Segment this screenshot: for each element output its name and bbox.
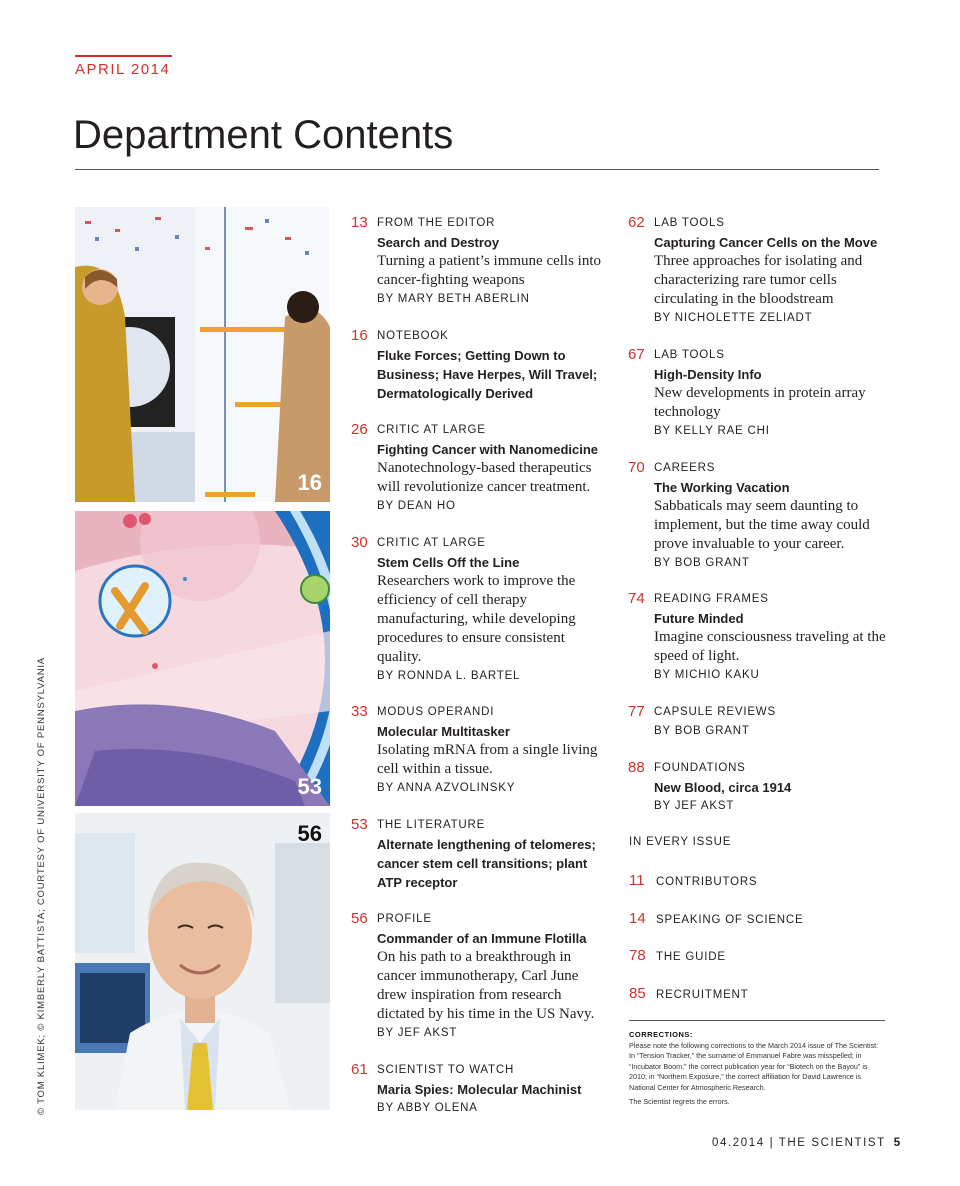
section-label: CRITIC AT LARGE xyxy=(377,424,486,436)
byline: BY KELLY RAE CHI xyxy=(654,425,770,437)
photo-page-number: 56 xyxy=(297,821,322,846)
toc-entry[interactable] xyxy=(351,421,612,516)
page-number: 16 xyxy=(351,327,368,344)
description: On his path to a breakthrough in cancer immunotherapy, Carl June drew inspiration from research dictated by his time in the US Navy. xyxy=(377,949,595,1022)
headline[interactable]: Search and Destroy xyxy=(377,235,500,250)
issue-date: APRIL 2014 xyxy=(75,61,171,78)
description: Turning a patient’s immune cells into cancer-fighting weapons xyxy=(377,253,602,288)
section-label: FROM THE EDITOR xyxy=(377,217,496,229)
headline[interactable]: Fluke Forces; Getting Down to Business; Have Herpes, Will Travel; Dermatologically Derived xyxy=(377,348,598,401)
section-label: CAPSULE REVIEWS xyxy=(654,706,776,718)
byline: BY NICHOLETTE ZELIADT xyxy=(654,312,813,324)
byline: BY MICHIO KAKU xyxy=(654,669,760,681)
photo-page-number: 16 xyxy=(297,470,322,495)
lab-screen-illustration xyxy=(75,207,330,502)
section-label: FOUNDATIONS xyxy=(654,762,746,774)
toc-entry[interactable] xyxy=(628,214,889,328)
page-number: 33 xyxy=(351,703,368,720)
headline[interactable]: New Blood, circa 1914 xyxy=(654,780,792,795)
section-label: THE LITERATURE xyxy=(377,819,486,831)
section-label: CAREERS xyxy=(654,462,716,474)
every-issue-item[interactable] xyxy=(629,947,726,964)
photo-portrait xyxy=(75,813,330,1110)
page-number: 77 xyxy=(628,703,645,720)
section-label: READING FRAMES xyxy=(654,593,769,605)
page-number: 70 xyxy=(628,459,645,476)
page-number: 85 xyxy=(629,985,646,1002)
page-number: 78 xyxy=(629,947,646,964)
item-label: CONTRIBUTORS xyxy=(656,876,758,888)
description: Nanotechnology-based therapeutics will revolutionize cancer treatment. xyxy=(377,460,592,495)
section-label: NOTEBOOK xyxy=(377,330,449,342)
cell-illustration xyxy=(75,511,330,806)
section-label: LAB TOOLS xyxy=(654,349,725,361)
description: Researchers work to improve the efficiency of cell therapy manufacturing, while developing procedures to ensure consistent quality. xyxy=(377,573,576,665)
byline: BY DEAN HO xyxy=(377,500,456,512)
toc-entry[interactable] xyxy=(628,590,889,685)
headline[interactable]: The Working Vacation xyxy=(654,480,790,495)
page-number-footer: 5 xyxy=(893,1137,902,1149)
toc-entry[interactable] xyxy=(351,327,612,403)
toc-entry[interactable] xyxy=(351,703,612,798)
page-number: 88 xyxy=(628,759,645,776)
item-label: THE GUIDE xyxy=(656,951,726,963)
every-issue-item[interactable] xyxy=(629,910,803,927)
section-label: SCIENTIST TO WATCH xyxy=(377,1064,515,1076)
photo-lab-screen xyxy=(75,207,330,502)
photo-credit: © TOM KLIMEK; © KIMBERLY BATTISTA; COURTESY OF UNIVERSITY OF PENNSYLVANIA xyxy=(36,657,47,1115)
headline[interactable]: Capturing Cancer Cells on the Move xyxy=(654,235,878,250)
description: Sabbaticals may seem daunting to implement, but the time away could prove invaluable to your career. xyxy=(654,498,870,552)
byline: BY RONNDA L. BARTEL xyxy=(377,670,521,682)
description: Three approaches for isolating and characterizing rare tumor cells circulating in the bloodstream xyxy=(654,253,863,307)
byline: BY JEF AKST xyxy=(377,1027,458,1039)
byline: BY BOB GRANT xyxy=(654,725,750,737)
corrections-heading: CORRECTIONS: xyxy=(629,1030,693,1039)
page-number: 30 xyxy=(351,534,368,551)
byline: BY JEF AKST xyxy=(654,800,735,812)
toc-entry[interactable] xyxy=(628,703,889,741)
description: Imagine consciousness traveling at the speed of light. xyxy=(654,629,886,664)
headline[interactable]: Maria Spies: Molecular Machinist xyxy=(377,1082,582,1097)
item-label: RECRUITMENT xyxy=(656,989,749,1001)
page-number: 56 xyxy=(351,910,368,927)
photo-cell-illustration xyxy=(75,511,330,806)
toc-entry[interactable] xyxy=(351,910,612,1043)
toc-entry[interactable] xyxy=(628,759,889,816)
byline: BY ABBY OLENA xyxy=(377,1102,478,1114)
toc-entry[interactable] xyxy=(628,346,889,441)
headline[interactable]: Stem Cells Off the Line xyxy=(377,555,520,570)
toc-entry[interactable] xyxy=(351,1061,612,1118)
headline[interactable]: Fighting Cancer with Nanomedicine xyxy=(377,442,599,457)
footer-text: 04.2014 | THE SCIENTIST xyxy=(712,1137,886,1149)
page-footer xyxy=(712,1137,902,1149)
corrections-box xyxy=(629,1030,879,1108)
page-number: 13 xyxy=(351,214,368,231)
toc-entry[interactable] xyxy=(628,459,889,573)
issue-rule xyxy=(75,55,172,57)
description: New developments in protein array technology xyxy=(654,385,866,420)
byline: BY ANNA AZVOLINSKY xyxy=(377,782,516,794)
page-number: 67 xyxy=(628,346,645,363)
every-issue-item[interactable] xyxy=(629,985,749,1002)
byline: BY MARY BETH ABERLIN xyxy=(377,293,530,305)
section-label: LAB TOOLS xyxy=(654,217,725,229)
every-issue-heading: IN EVERY ISSUE xyxy=(629,836,732,848)
page-number: 74 xyxy=(628,590,645,607)
page-number: 53 xyxy=(351,816,368,833)
title-rule xyxy=(75,169,879,170)
section-label: CRITIC AT LARGE xyxy=(377,537,486,549)
page-number: 14 xyxy=(629,910,646,927)
corrections-rule xyxy=(629,1020,885,1021)
headline[interactable]: Commander of an Immune Flotilla xyxy=(377,931,587,946)
section-label: PROFILE xyxy=(377,913,432,925)
page-number: 61 xyxy=(351,1061,368,1078)
portrait-illustration xyxy=(75,813,330,1110)
page-number: 26 xyxy=(351,421,368,438)
item-label: SPEAKING OF SCIENCE xyxy=(656,914,804,926)
toc-entry[interactable] xyxy=(351,534,592,686)
headline[interactable]: Future Minded xyxy=(654,611,744,626)
headline[interactable]: Molecular Multitasker xyxy=(377,724,510,739)
toc-entry[interactable] xyxy=(351,214,612,309)
toc-entry[interactable] xyxy=(351,816,612,892)
headline[interactable]: High-Density Info xyxy=(654,367,762,382)
every-issue-item[interactable] xyxy=(629,872,757,889)
headline[interactable]: Alternate lengthening of telomeres; cancer stem cell transitions; plant ATP receptor xyxy=(377,837,596,890)
page-title: Department Contents xyxy=(73,113,454,157)
byline: BY BOB GRANT xyxy=(654,557,750,569)
photo-page-number: 53 xyxy=(297,774,322,799)
description: Isolating mRNA from a single living cell within a tissue. xyxy=(377,742,598,777)
section-label: MODUS OPERANDI xyxy=(377,706,495,718)
page-number: 62 xyxy=(628,214,645,231)
corrections-body: Please note the following corrections to the March 2014 issue of The Scientist: In “Tension Tracker,” the surname of Emmanuel Fabre was misspelled; in “Incubator Boom,” the correct publication year for “Biotech on the Bayou” is 2010; in “Northern Exposure,” the correct affiliation for David Lawrence is National Center for Atmospheric Research. xyxy=(629,1040,879,1092)
page-number: 11 xyxy=(629,872,645,889)
corrections-footer: The Scientist regrets the errors. xyxy=(629,1097,730,1106)
